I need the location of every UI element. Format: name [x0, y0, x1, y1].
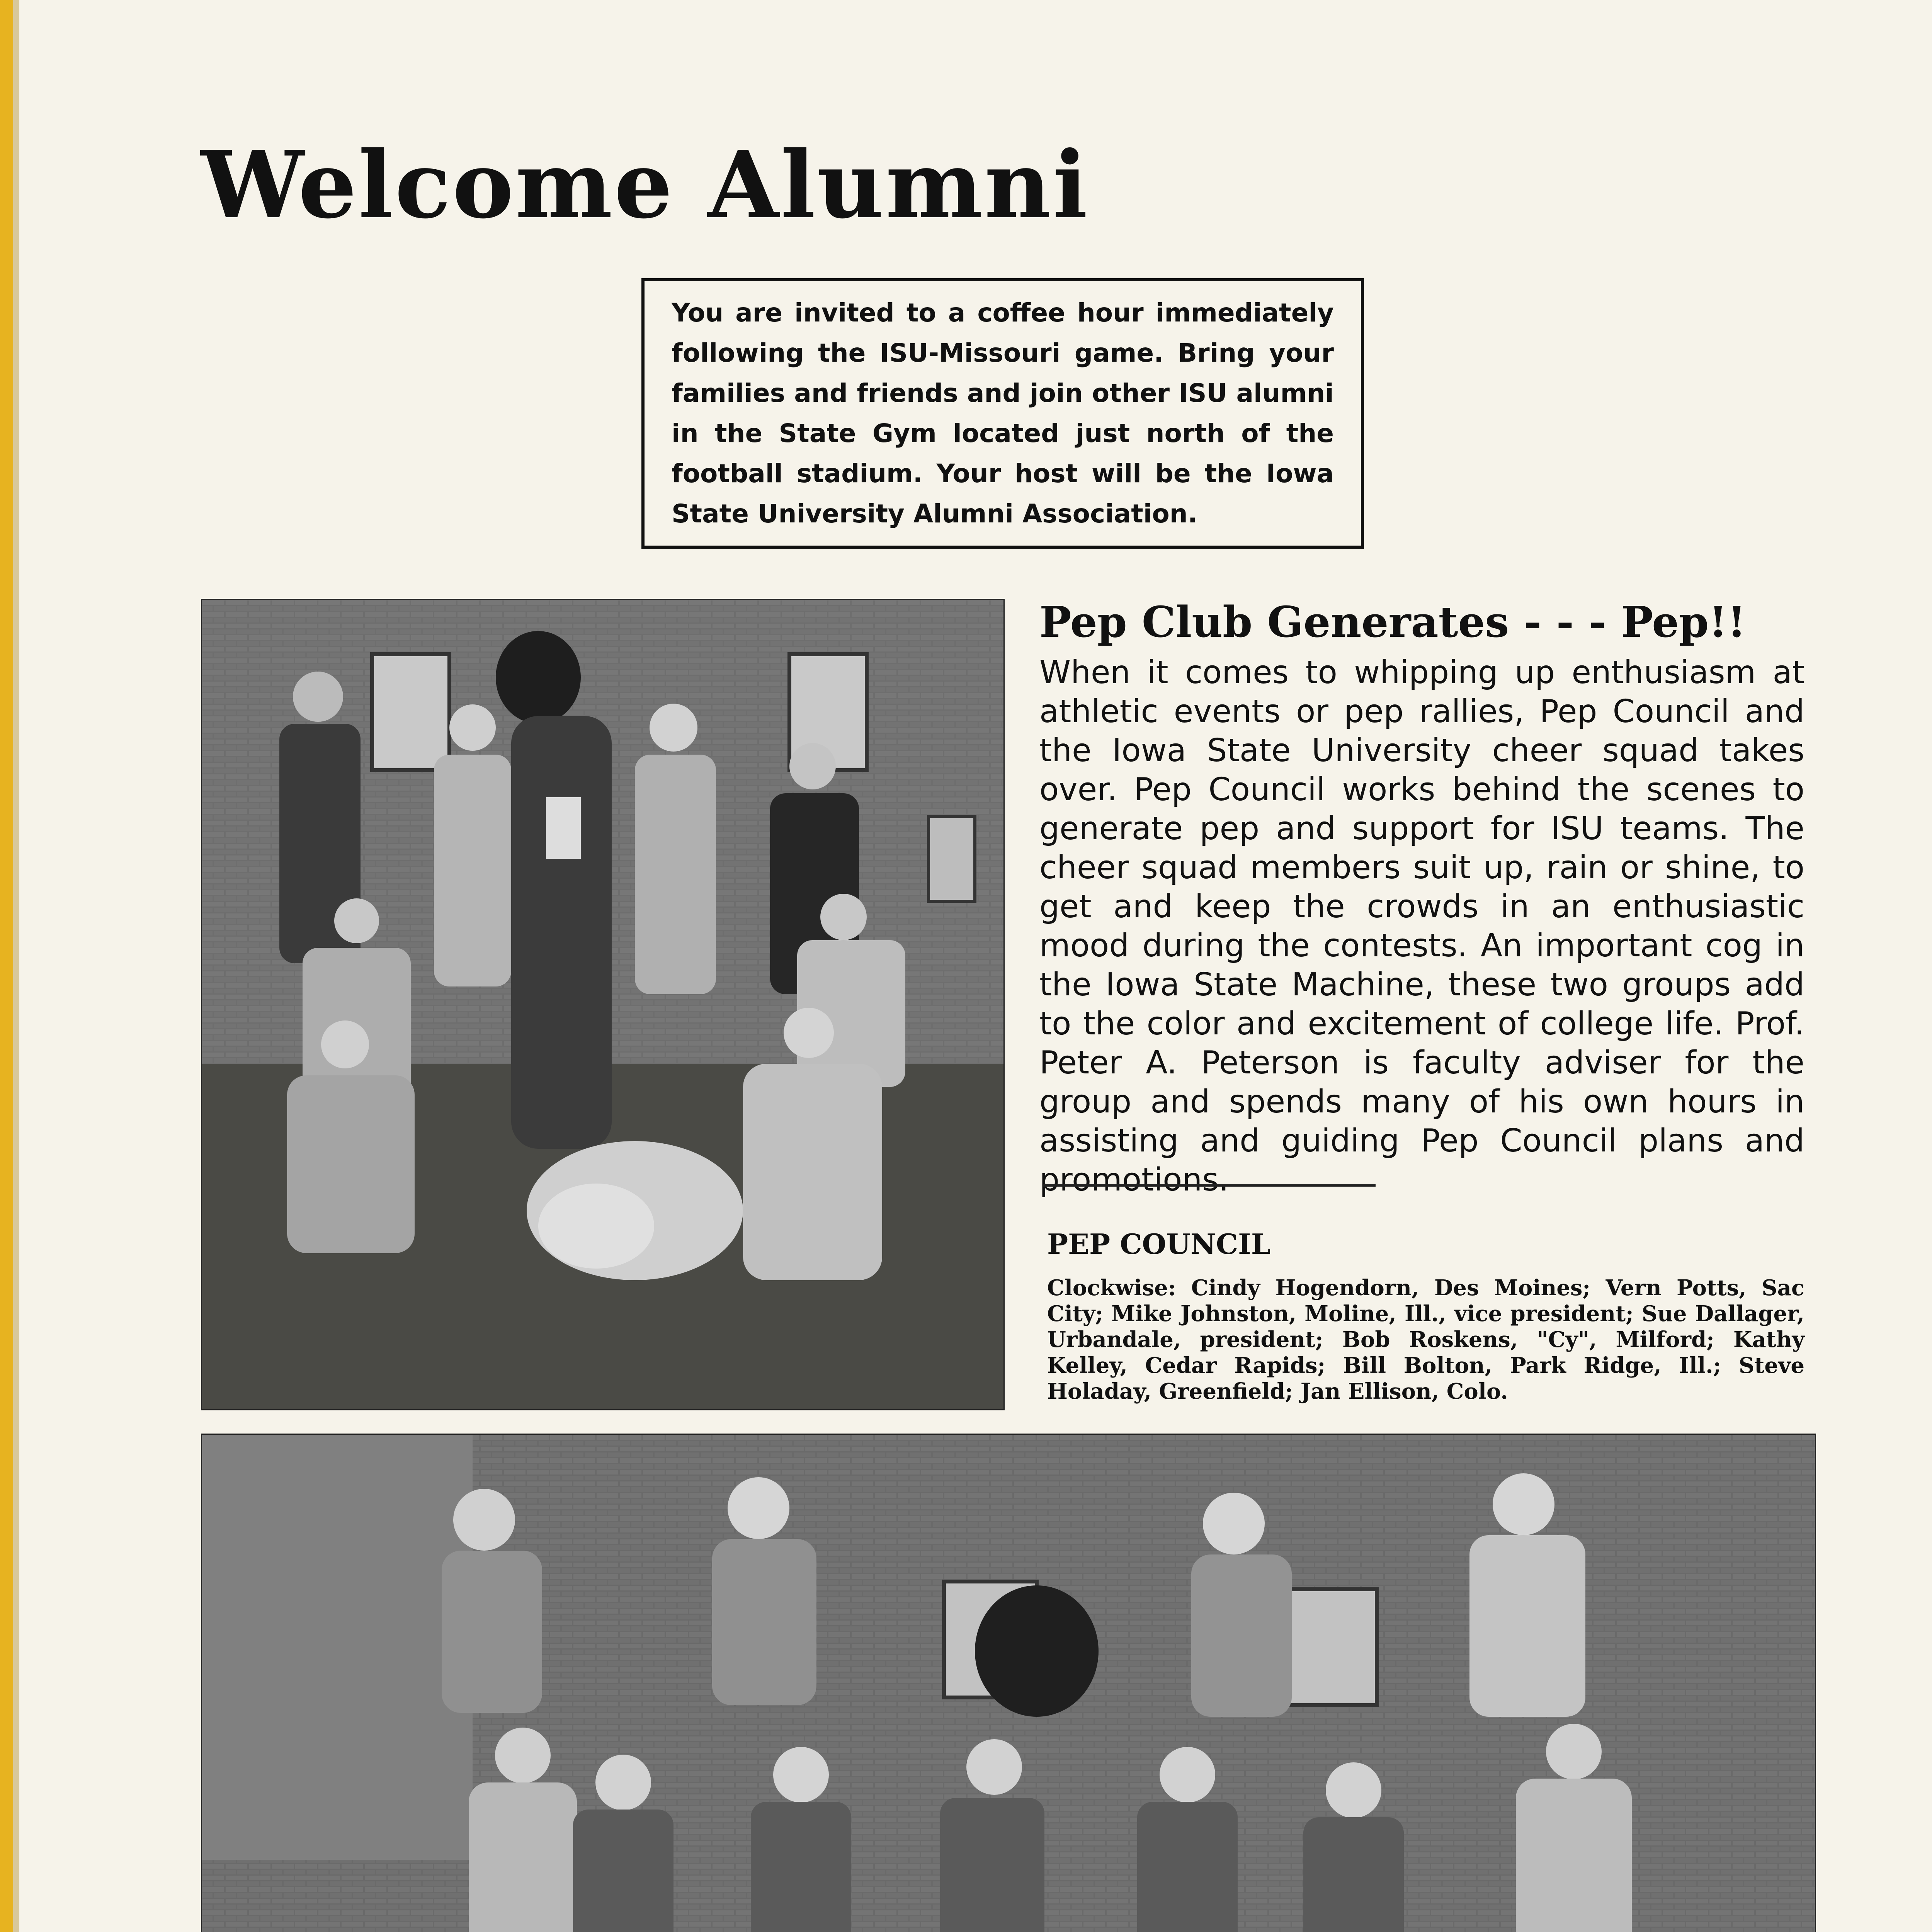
- page-edge-left: [0, 0, 13, 1932]
- article-title: Pep Club Generates - - - Pep!!: [1039, 597, 1746, 647]
- pep-council-photo-illustration: [202, 600, 1005, 1410]
- cheer-squad-photo-illustration: [202, 1435, 1816, 1932]
- pep-council-caption: Clockwise: Cindy Hogendorn, Des Moines; Vern Potts, Sac City; Mike Johnston, Moline, Ill., vice president; Sue Dallager, Urbandale, president; Bob Roskens, "Cy", Milford; Kathy Kelley, Cedar Rapids; Bill Bolton, Park Ridge, Ill.; Steve Holaday, Greenfield; Jan Ellison, Colo.: [1047, 1275, 1804, 1404]
- cheer-squad-photo: [201, 1434, 1816, 1932]
- pep-council-title: PEP COUNCIL: [1047, 1228, 1271, 1260]
- page-edge-shadow: [13, 0, 19, 1932]
- divider: [1043, 1184, 1376, 1187]
- pep-council-photo: [201, 599, 1005, 1410]
- invitation-box: You are invited to a coffee hour immediately following the ISU-Missouri game. Bring your families and friends and join other ISU alumni in the State Gym located just north of the football stadium. Your host will be the Iowa State University Alumni Association.: [641, 278, 1364, 549]
- page-title: Welcome Alumni: [201, 131, 1089, 239]
- article-body: When it comes to whipping up enthusiasm at athletic events or pep rallies, Pep Council and the Iowa State University cheer squad takes over. Pep Council works behind the scenes to generate pep and support for ISU teams. The cheer squad members suit up, rain or shine, to get and keep the crowds in an enthusiastic mood during the contests. An important cog in the Iowa State Machine, these two groups add to the color and excitement of college life. Prof. Peter A. Peterson is faculty adviser for the group and spends many of his own hours in assisting and guiding Pep Council plans and promotions.: [1039, 654, 1804, 1198]
